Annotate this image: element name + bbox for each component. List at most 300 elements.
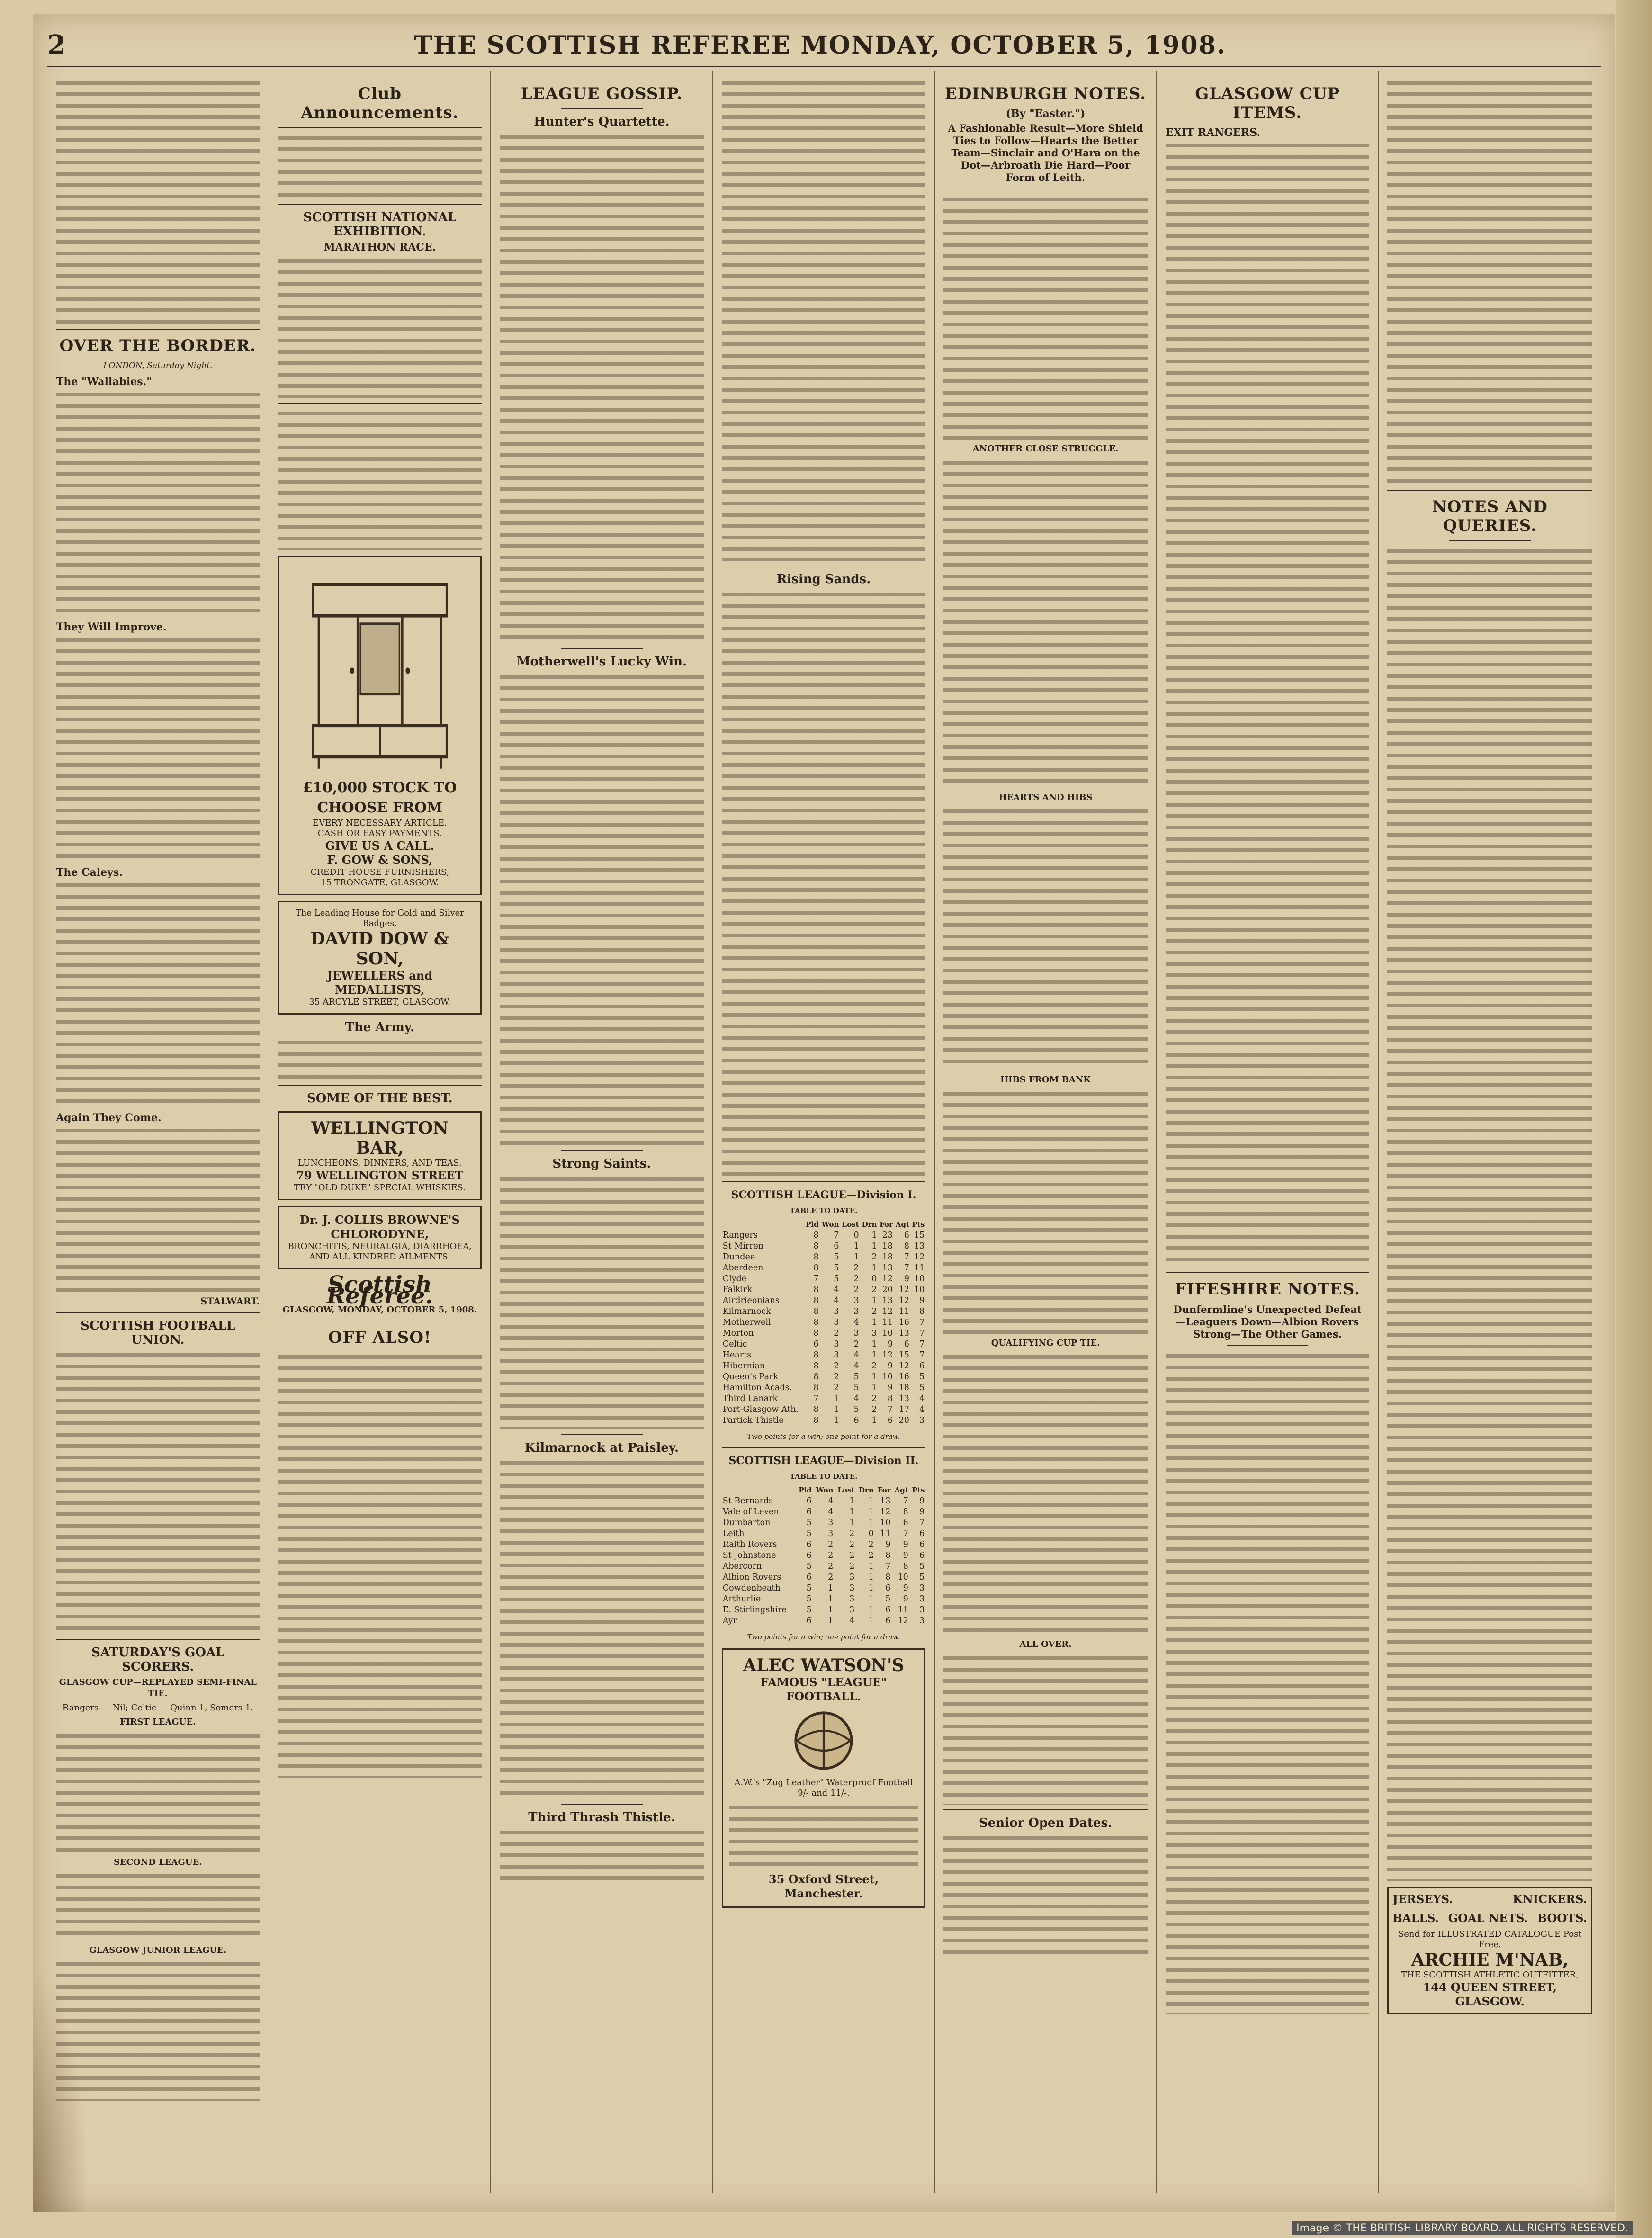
team-name: Morton [722, 1329, 754, 1338]
table-cell: 5 [806, 1594, 812, 1604]
over-the-border-heading: OVER THE BORDER. [59, 336, 256, 355]
table-row [722, 1572, 926, 1583]
wellington-name: WELLINGTON BAR, [311, 1118, 449, 1158]
table-cell: 3 [919, 1583, 925, 1593]
goal-scorers-heading: SATURDAY'S GOAL SCORERS. [91, 1645, 224, 1674]
furniture-line-4: F. GOW & SONS, [327, 853, 433, 867]
table-cell: 7 [904, 1252, 909, 1262]
fifeshire-heading: FIFESHIRE NOTES. [1175, 1280, 1361, 1299]
table-cell: 5 [853, 1405, 859, 1414]
table-cell: 15 [914, 1231, 925, 1240]
notes-queries-heading: NOTES AND QUERIES. [1432, 497, 1548, 535]
table-cell: 1 [868, 1518, 874, 1528]
table-cell: 16 [898, 1372, 909, 1382]
table-cell: 8 [813, 1329, 819, 1338]
team-name: Dundee [722, 1252, 755, 1262]
table-row [722, 1616, 926, 1627]
table-cell: 9 [903, 1594, 908, 1604]
table-cell: 3 [919, 1594, 925, 1604]
table-cell: 17 [898, 1405, 909, 1414]
team-name: Airdrieonians [722, 1296, 780, 1305]
table-row [722, 1372, 926, 1383]
table-cell: 7 [903, 1496, 908, 1506]
watson-line: A.W.'s "Zug Leather" Waterproof Football 9/- and 11/-. [734, 1778, 913, 1798]
table-cell: 9 [904, 1274, 909, 1284]
table-cell: 1 [868, 1562, 874, 1571]
table-cell: 2 [868, 1540, 874, 1549]
table-cell: 13 [898, 1394, 909, 1403]
table-cell: 8 [813, 1405, 819, 1414]
table-cell: 7 [885, 1562, 891, 1571]
table-cell: 15 [898, 1350, 909, 1360]
furniture-advert [278, 556, 482, 895]
table-cell: 7 [919, 1350, 925, 1360]
column-2 [269, 71, 492, 2193]
table-cell: 8 [813, 1296, 819, 1305]
table-cell: 0 [853, 1231, 859, 1240]
caleys-subhead: The Caleys. [56, 866, 123, 879]
table-cell: 2 [828, 1573, 834, 1582]
table-cell: 5 [806, 1529, 812, 1538]
table-header: Pld [806, 1220, 819, 1229]
table-cell: 7 [903, 1529, 908, 1538]
table-cell: 12 [898, 1285, 909, 1294]
table-cell: 4 [919, 1405, 925, 1414]
table-row [722, 1539, 926, 1550]
dow-address: 35 ARGYLE STREET, GLASGOW. [309, 997, 451, 1007]
table-cell: 3 [871, 1329, 877, 1338]
table-cell: 12 [882, 1274, 893, 1284]
table-cell: 1 [834, 1394, 839, 1403]
table-header: Agt [895, 1220, 909, 1229]
table-cell: 3 [919, 1616, 925, 1626]
table-cell: 2 [868, 1551, 874, 1560]
table-cell: 1 [868, 1573, 874, 1582]
table-cell: 5 [806, 1583, 812, 1593]
all-over-subhead: ALL OVER. [1019, 1639, 1072, 1649]
furniture-line-2: CASH OR EASY PAYMENTS. [317, 828, 442, 838]
table-cell: 1 [868, 1507, 874, 1517]
table-row [722, 1605, 926, 1616]
adjacent-page-edge [1616, 0, 1652, 2238]
table-cell: 4 [849, 1616, 855, 1626]
table-cell: 6 [887, 1416, 893, 1425]
table-cell: 9 [903, 1551, 908, 1560]
watson-sub: FAMOUS "LEAGUE" FOOTBALL. [760, 1675, 887, 1703]
table-cell: 4 [919, 1394, 925, 1403]
table-cell: 9 [919, 1296, 925, 1305]
table-cell: 13 [880, 1496, 891, 1506]
hibs-bank-subhead: HIBS FROM BANK [1000, 1075, 1091, 1085]
table-cell: 1 [868, 1496, 874, 1506]
table-cell: 5 [806, 1562, 812, 1571]
table-cell: 8 [813, 1307, 819, 1316]
table-cell: 5 [853, 1383, 859, 1393]
table-cell: 11 [898, 1605, 908, 1615]
cabinet-illustration [296, 569, 464, 773]
table-header: Lost [842, 1220, 859, 1229]
league-table-1-title: SCOTTISH LEAGUE—Division I. [731, 1189, 916, 1201]
page-number: 2 [47, 29, 66, 61]
table-cell: 3 [828, 1518, 834, 1528]
column-3 [491, 71, 713, 2193]
table-cell: 12 [882, 1307, 893, 1316]
table-cell: 1 [871, 1318, 877, 1327]
table-cell: 11 [914, 1263, 925, 1273]
table-cell: 7 [834, 1231, 839, 1240]
league-table-division-1 [722, 1219, 926, 1426]
table-cell: 13 [898, 1329, 909, 1338]
paper-nameplate: Scottish Referee. [326, 1271, 433, 1309]
table-cell: 5 [919, 1562, 925, 1571]
table-header: For [880, 1220, 893, 1229]
table-cell: 6 [813, 1339, 819, 1349]
table-cell: 9 [887, 1339, 893, 1349]
dow-name: DAVID DOW & SON, [310, 929, 449, 969]
table-cell: 0 [868, 1529, 874, 1538]
table-cell: 1 [828, 1616, 834, 1626]
team-name: Dumbarton [722, 1518, 771, 1528]
table-cell: 18 [898, 1383, 909, 1393]
dow-advert [278, 901, 482, 1015]
table-cell: 8 [813, 1318, 819, 1327]
jerseys-label: JERSEYS. [1392, 1892, 1453, 1906]
team-name: Aberdeen [722, 1263, 763, 1273]
off-also-heading: OFF ALSO! [328, 1328, 431, 1347]
table-cell: 2 [871, 1405, 877, 1414]
table-cell: 1 [871, 1263, 877, 1273]
team-name: Abercorn [722, 1562, 762, 1571]
table-cell: 9 [887, 1383, 893, 1393]
scorers-cup: GLASGOW CUP—REPLAYED SEMI-FINAL TIE. [59, 1677, 257, 1699]
table-cell: 4 [853, 1318, 859, 1327]
table-cell: 2 [871, 1361, 877, 1371]
team-name: Leith [722, 1529, 745, 1538]
table-cell: 7 [919, 1329, 925, 1338]
table-cell: 1 [868, 1605, 874, 1615]
table-cell: 4 [853, 1350, 859, 1360]
table-cell: 6 [904, 1339, 909, 1349]
browne-sub: BRONCHITIS, NEURALGIA, DIARRHOEA, AND ALL KINDRED AILMENTS. [287, 1241, 472, 1262]
table-cell: 1 [868, 1616, 874, 1626]
balls-label: BALLS. [1392, 1911, 1439, 1925]
table-cell: 6 [806, 1496, 812, 1506]
senior-open-dates-heading: Senior Open Dates. [979, 1816, 1113, 1830]
table-cell: 3 [853, 1296, 859, 1305]
newspaper-page [33, 14, 1615, 2212]
table-cell: 1 [828, 1583, 834, 1593]
table-cell: 2 [828, 1562, 834, 1571]
table-cell: 4 [853, 1361, 859, 1371]
table-cell: 6 [903, 1518, 908, 1528]
table-cell: 1 [834, 1416, 839, 1425]
improve-subhead: They Will Improve. [56, 621, 167, 633]
table-cell: 6 [885, 1583, 891, 1593]
table-cell: 16 [898, 1318, 909, 1327]
marathon-race: MARATHON RACE. [323, 241, 436, 253]
league-table-1-sub: TABLE TO DATE. [790, 1206, 858, 1215]
team-name: Queen's Park [722, 1372, 779, 1382]
table-cell: 6 [885, 1605, 891, 1615]
furniture-line-5: CREDIT HOUSE FURNISHERS, [310, 867, 449, 877]
table-cell: 6 [834, 1241, 839, 1251]
table-cell: 8 [813, 1285, 819, 1294]
table-cell: 7 [813, 1274, 819, 1284]
scorers-junior-league: GLASGOW JUNIOR LEAGUE. [89, 1945, 227, 1955]
table-row [722, 1496, 926, 1507]
table-cell: 5 [806, 1518, 812, 1528]
table-cell: 6 [919, 1551, 925, 1560]
table-cell: 10 [914, 1274, 925, 1284]
fifeshire-deck: Dunfermline's Unexpected Defeat—Leaguers Down—Albion Rovers Strong—The Other Games. [1173, 1303, 1362, 1340]
table-cell: 13 [882, 1263, 893, 1273]
table-cell: 3 [834, 1350, 839, 1360]
table-cell: 10 [882, 1329, 893, 1338]
scorers-first-league: FIRST LEAGUE. [120, 1717, 196, 1727]
table-cell: 8 [885, 1551, 891, 1560]
table-row [722, 1361, 926, 1372]
table-cell: 0 [871, 1274, 877, 1284]
table-cell: 3 [849, 1594, 855, 1604]
team-name: Kilmarnock [722, 1307, 771, 1316]
table-cell: 11 [898, 1307, 909, 1316]
hearts-hibs-subhead: HEARTS AND HIBS [998, 792, 1093, 802]
team-name: Port-Glasgow Ath. [722, 1405, 799, 1414]
table-cell: 3 [849, 1583, 855, 1593]
column-1 [47, 71, 269, 2193]
team-name: Hamilton Acads. [722, 1383, 792, 1393]
browne-name: Dr. J. COLLIS BROWNE'S CHLORODYNE, [299, 1213, 460, 1241]
table-row [722, 1306, 926, 1317]
table-row [722, 1415, 926, 1426]
boots-label: BOOTS. [1537, 1911, 1587, 1925]
table-row [722, 1561, 926, 1572]
table-cell: 1 [868, 1583, 874, 1593]
table-cell: 6 [919, 1540, 925, 1549]
table-cell: 2 [853, 1339, 859, 1349]
team-name: Raith Rovers [722, 1540, 777, 1549]
table-cell: 1 [871, 1296, 877, 1305]
table-cell: 8 [919, 1307, 925, 1316]
table-cell: 9 [887, 1361, 893, 1371]
table-cell: 1 [849, 1507, 855, 1517]
table-cell: 5 [853, 1372, 859, 1382]
table-row [722, 1339, 926, 1350]
table-cell: 6 [806, 1540, 812, 1549]
table-cell: 6 [919, 1529, 925, 1538]
team-name: Cowdenbeath [722, 1583, 781, 1593]
table-cell: 1 [868, 1594, 874, 1604]
table-cell: 1 [871, 1372, 877, 1382]
table-cell: 18 [882, 1252, 893, 1262]
table-cell: 9 [885, 1540, 891, 1549]
watson-advert [722, 1648, 926, 1908]
table-cell: 1 [871, 1383, 877, 1393]
paper-date: GLASGOW, MONDAY, OCTOBER 5, 1908. [282, 1305, 477, 1315]
table-row [722, 1594, 926, 1605]
glasgow-cup-heading: GLASGOW CUP ITEMS. [1195, 84, 1340, 122]
table-header: Drn [858, 1486, 874, 1494]
wellington-advert [278, 1111, 482, 1200]
team-name: Falkirk [722, 1285, 752, 1294]
qualifying-subhead: QUALIFYING CUP TIE. [991, 1338, 1100, 1348]
table-cell: 8 [813, 1416, 819, 1425]
table-cell: 2 [853, 1274, 859, 1284]
table-cell: 8 [813, 1252, 819, 1262]
scorers-cup-result: Rangers — Nil; Celtic — Quinn 1, Somers 1. [62, 1703, 253, 1713]
scorers-second-league: SECOND LEAGUE. [114, 1857, 202, 1867]
table-row [722, 1518, 926, 1528]
hunter-subhead: Hunter's Quartette. [534, 115, 670, 129]
watson-name: ALEC WATSON'S [743, 1655, 904, 1675]
best-heading: SOME OF THE BEST. [307, 1091, 453, 1106]
army-heading: The Army. [345, 1020, 415, 1034]
table-cell: 5 [806, 1605, 812, 1615]
table-cell: 5 [919, 1573, 925, 1582]
table-cell: 4 [828, 1507, 834, 1517]
signoff: STALWART. [200, 1296, 260, 1307]
table-cell: 7 [813, 1394, 819, 1403]
table-header: Pts [912, 1486, 925, 1494]
table-cell: 2 [834, 1361, 839, 1371]
knickers-label: KNICKERS. [1512, 1892, 1587, 1906]
strong-saints-subhead: Strong Saints. [552, 1157, 651, 1171]
table-header: For [877, 1486, 891, 1494]
table-cell: 1 [871, 1350, 877, 1360]
table-header: Won [816, 1486, 834, 1494]
table-cell: 3 [853, 1329, 859, 1338]
furniture-line-3: GIVE US A CALL. [325, 839, 435, 853]
table-cell: 2 [871, 1285, 877, 1294]
table-header [722, 1219, 804, 1230]
newspaper-title: THE SCOTTISH REFEREE MONDAY, OCTOBER 5, 1908. [413, 31, 1227, 60]
team-name: Clyde [722, 1274, 747, 1284]
table-cell: 1 [828, 1594, 834, 1604]
table-cell: 11 [882, 1318, 893, 1327]
table-cell: 2 [871, 1252, 877, 1262]
team-name: Partick Thistle [722, 1416, 784, 1425]
table-cell: 5 [919, 1383, 925, 1393]
table-cell: 4 [853, 1394, 859, 1403]
table-cell: 1 [871, 1339, 877, 1349]
table-cell: 5 [885, 1594, 891, 1604]
table-cell: 23 [882, 1231, 893, 1240]
table-cell: 9 [919, 1507, 925, 1517]
dow-sub: JEWELLERS and MEDALLISTS, [327, 969, 433, 997]
rising-sands-subhead: Rising Sands. [776, 572, 871, 586]
table-cell: 8 [813, 1231, 819, 1240]
table-cell: 3 [919, 1416, 925, 1425]
column-5 [935, 71, 1157, 2193]
table-cell: 5 [834, 1274, 839, 1284]
table-cell: 6 [806, 1616, 812, 1626]
table-cell: 2 [871, 1394, 877, 1403]
table-cell: 1 [849, 1518, 855, 1528]
league-table-2-sub: TABLE TO DATE. [790, 1472, 858, 1481]
table-header: Agt [894, 1486, 908, 1494]
league-table-division-2 [722, 1485, 926, 1627]
table-cell: 9 [903, 1583, 908, 1593]
table-cell: 13 [882, 1296, 893, 1305]
mcnab-advert [1387, 1887, 1592, 2014]
table-cell: 8 [813, 1372, 819, 1382]
table-cell: 11 [880, 1529, 891, 1538]
table-cell: 4 [834, 1296, 839, 1305]
table-cell: 7 [887, 1405, 893, 1414]
sfu-heading: SCOTTISH FOOTBALL UNION. [81, 1319, 235, 1347]
table-row [722, 1550, 926, 1561]
table-row [722, 1404, 926, 1415]
table-cell: 3 [849, 1605, 855, 1615]
table-cell: 3 [849, 1573, 855, 1582]
league-table-2-note: Two points for a win; one point for a draw. [747, 1633, 900, 1641]
table-cell: 1 [834, 1405, 839, 1414]
table-cell: 10 [880, 1518, 891, 1528]
edinburgh-byline: (By "Easter.") [1006, 108, 1086, 120]
table-cell: 7 [919, 1518, 925, 1528]
table-row [722, 1383, 926, 1393]
table-row [722, 1583, 926, 1594]
browne-advert [278, 1206, 482, 1269]
table-cell: 8 [904, 1241, 909, 1251]
table-cell: 3 [828, 1529, 834, 1538]
columns [47, 71, 1601, 2193]
kilmarnock-subhead: Kilmarnock at Paisley. [524, 1441, 679, 1455]
table-cell: 8 [813, 1241, 819, 1251]
table-cell: 10 [882, 1372, 893, 1382]
table-row [722, 1528, 926, 1539]
table-header: Won [821, 1220, 839, 1229]
table-header: Pld [799, 1486, 812, 1494]
football-illustration [790, 1708, 857, 1774]
table-cell: 20 [898, 1416, 909, 1425]
table-cell: 5 [919, 1372, 925, 1382]
edinburgh-deck: A Fashionable Result—More Shield Ties to Follow—Hearts the Better Team—Sinclair and O'Hara on the Dot—Arbroath Die Hard—Poor Form of Leith. [948, 122, 1143, 183]
table-cell: 12 [880, 1507, 891, 1517]
table-cell: 8 [813, 1263, 819, 1273]
table-cell: 8 [813, 1350, 819, 1360]
table-cell: 10 [898, 1573, 908, 1582]
mcnab-sub: THE SCOTTISH ATHLETIC OUTFITTER, [1401, 1970, 1579, 1980]
table-cell: 6 [853, 1416, 859, 1425]
team-name: Rangers [722, 1231, 758, 1240]
table-row [722, 1507, 926, 1518]
table-cell: 6 [919, 1361, 925, 1371]
table-cell: 8 [813, 1361, 819, 1371]
table-cell: 12 [898, 1361, 909, 1371]
table-cell: 2 [828, 1551, 834, 1560]
table-cell: 8 [903, 1562, 908, 1571]
masthead [47, 19, 1601, 68]
watson-address: 35 Oxford Street, Manchester. [768, 1872, 879, 1900]
table-cell: 2 [834, 1383, 839, 1393]
column-6 [1157, 71, 1379, 2193]
image-credit: Image © THE BRITISH LIBRARY BOARD. ALL RIGHTS RESERVED. [1292, 2221, 1633, 2235]
table-cell: 5 [834, 1252, 839, 1262]
table-cell: 2 [853, 1263, 859, 1273]
close-struggle-subhead: ANOTHER CLOSE STRUGGLE. [972, 444, 1119, 454]
table-cell: 6 [885, 1616, 891, 1626]
table-cell: 3 [834, 1318, 839, 1327]
league-gossip-heading: LEAGUE GOSSIP. [521, 84, 683, 103]
table-cell: 1 [828, 1605, 834, 1615]
table-cell: 6 [904, 1231, 909, 1240]
motherwell-subhead: Motherwell's Lucky Win. [516, 655, 687, 669]
wellington-sub: LUNCHEONS, DINNERS, AND TEAS. [298, 1158, 462, 1168]
table-cell: 12 [898, 1616, 908, 1626]
table-cell: 2 [871, 1307, 877, 1316]
again-subhead: Again They Come. [56, 1112, 162, 1124]
